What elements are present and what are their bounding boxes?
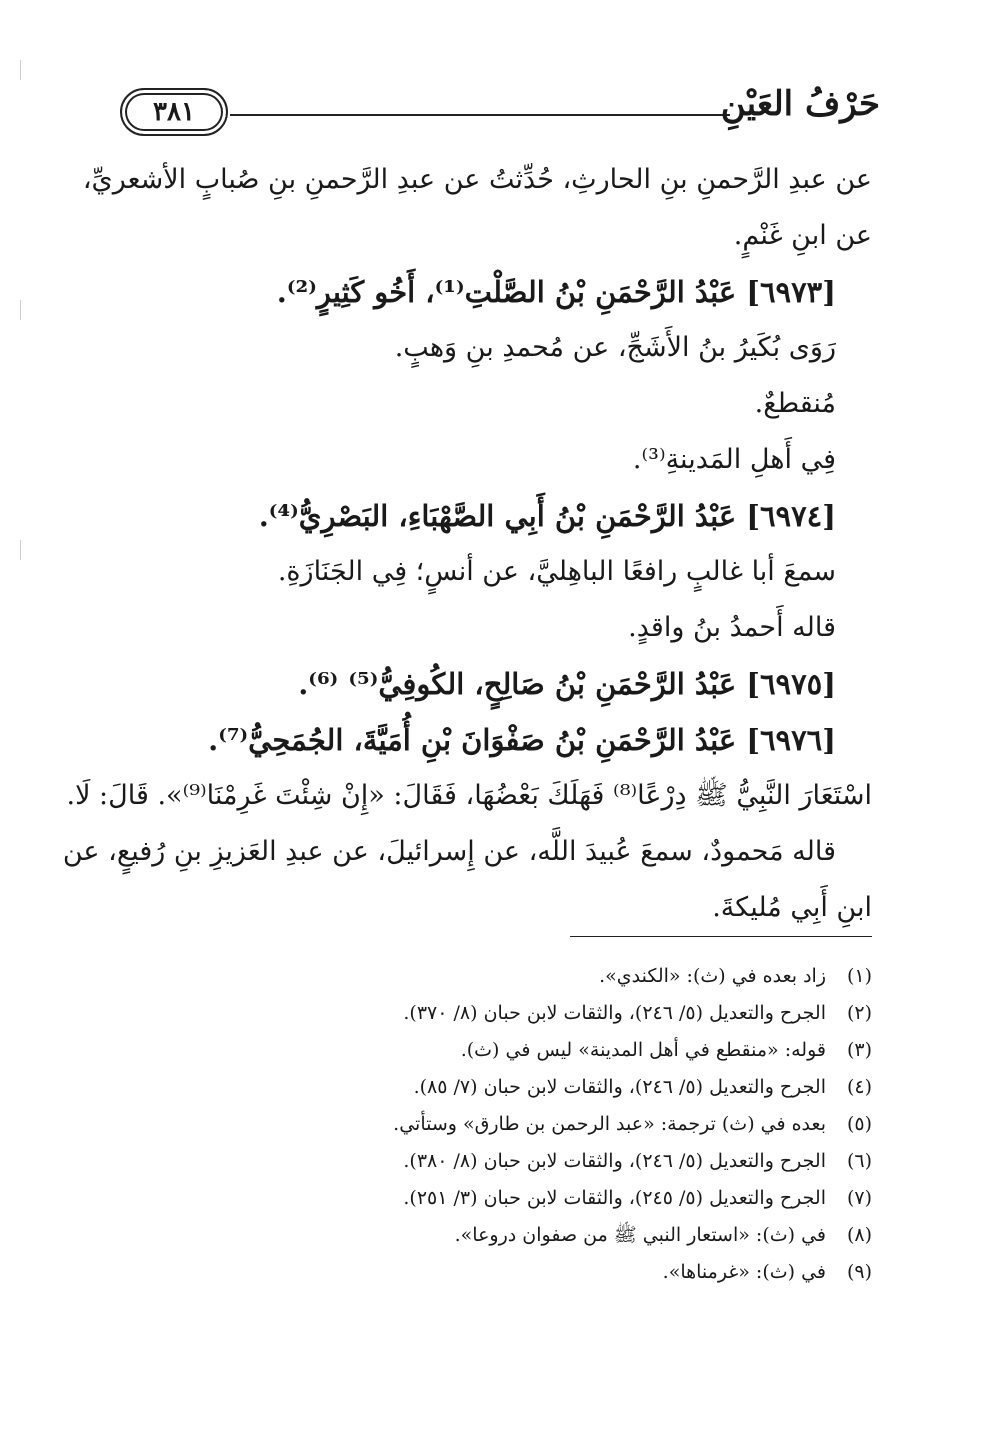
footnote — [290, 995, 872, 1032]
main-text — [62, 152, 872, 936]
footnote-text: الجرح والتعديل (٥/ ٢٤٦)، والثقات لابن حبان (٨/ ٣٧٠). — [403, 1002, 826, 1024]
text-line: قاله أَحمدُ بنُ واقدٍ. — [628, 612, 836, 643]
entry-heading: [٦٩٧٤] عَبْدُ الرَّحْمَنِ بْنُ أَبِي الصَّهْبَاءِ، البَصْرِيُّ⁽⁴⁾. — [258, 499, 836, 533]
footnote-number: (٣) — [846, 1039, 872, 1061]
footnote-text: بعده في (ث) ترجمة: «عبد الرحمن بن طارق» وستأتي. — [393, 1113, 826, 1135]
page-header — [120, 84, 880, 136]
footnote-text: الجرح والتعديل (٥/ ٢٤٥)، والثقات لابن حبان (٣/ ٢٥١). — [403, 1187, 826, 1209]
footnote-text: الجرح والتعديل (٥/ ٢٤٦)، والثقات لابن حبان (٧/ ٨٥). — [413, 1076, 826, 1098]
margin-tick — [20, 540, 21, 560]
margin-tick — [20, 60, 21, 80]
footnote-number: (٦) — [846, 1150, 872, 1172]
footnote — [290, 1069, 872, 1106]
header-rule — [230, 114, 730, 116]
text-line: سمعَ أبا غالبٍ رافعًا الباهِليَّ، عن أنسٍ؛ فِي الجَنَازَةِ. — [277, 556, 836, 587]
footnote-number: (٨) — [846, 1224, 872, 1246]
footnote-number: (٧) — [846, 1187, 872, 1209]
entry-heading: [٦٩٧٥] عَبْدُ الرَّحْمَنِ بْنُ صَالِحٍ، الكُوفِيُّ⁽⁵⁾ ⁽⁶⁾. — [298, 667, 836, 701]
text-line: مُنقطعٌ. — [754, 388, 836, 419]
footnote-separator — [570, 936, 872, 937]
entry-heading: [٦٩٧٦] عَبْدُ الرَّحْمَنِ بْنُ صَفْوَانَ بْنِ أُمَيَّةَ، الجُمَحِيُّ⁽⁷⁾. — [208, 723, 836, 757]
footnote-text: زاد بعده في (ث): «الكندي». — [599, 965, 826, 987]
footnote-text: الجرح والتعديل (٥/ ٢٤٦)، والثقات لابن حبان (٨/ ٣٨٠). — [403, 1150, 826, 1172]
footnote-number: (١) — [846, 965, 872, 987]
footnotes — [290, 958, 872, 1291]
running-title: حَرْفُ العَيْنِ — [720, 84, 880, 124]
margin-tick — [20, 300, 21, 320]
text-line: عن ابنِ غَنْمٍ. — [733, 220, 872, 251]
footnote — [290, 1254, 872, 1291]
text-line: فِي أَهلِ المَدينةِ⁽³⁾. — [632, 444, 836, 475]
footnote — [290, 1180, 872, 1217]
page-number: ٣٨١ — [120, 88, 228, 136]
footnote — [290, 1106, 872, 1143]
footnote-number: (٩) — [846, 1261, 872, 1283]
footnote-number: (٢) — [846, 1002, 872, 1024]
text-line: اسْتَعَارَ النَّبِيُّ ﷺ دِرْعًا⁽⁸⁾ فَهَلَكَ بَعْضُهَا، فَقَالَ: «إِنْ شِئْتَ غَرِمْنَا⁽⁹⁾». قَالَ: لَا. — [66, 780, 872, 811]
text-line: قاله مَحمودٌ، سمعَ عُبيدَ اللَّه، عن إِسرائيلَ، عن عبدِ العَزيزِ بنِ رُفيعٍ، عن — [62, 836, 836, 867]
entry-heading: [٦٩٧٣] عَبْدُ الرَّحْمَنِ بْنُ الصَّلْتِ⁽¹⁾، أَخُو كَثِيرٍ⁽²⁾. — [276, 275, 836, 309]
footnote — [290, 958, 872, 995]
footnote-number: (٤) — [846, 1076, 872, 1098]
footnote — [290, 1032, 872, 1069]
text-line: رَوَى بُكَيرُ بنُ الأَشَجِّ، عن مُحمدِ بنِ وَهبٍ. — [394, 332, 836, 363]
text-line: ابنِ أَبِي مُليكةَ. — [712, 892, 872, 923]
footnote-text: في (ث): «غرمناها». — [662, 1261, 826, 1283]
footnote-text: في (ث): «استعار النبي ﷺ من صفوان دروعا». — [454, 1224, 826, 1246]
footnote-text: قوله: «منقطع في أهل المدينة» ليس في (ث). — [460, 1039, 826, 1061]
footnote-number: (٥) — [846, 1113, 872, 1135]
footnote — [290, 1143, 872, 1180]
footnote — [290, 1217, 872, 1254]
text-line: عن عبدِ الرَّحمنِ بنِ الحارثِ، حُدِّثتُ عن عبدِ الرَّحمنِ بنِ صُبابٍ الأشعريِّ، — [82, 164, 872, 195]
